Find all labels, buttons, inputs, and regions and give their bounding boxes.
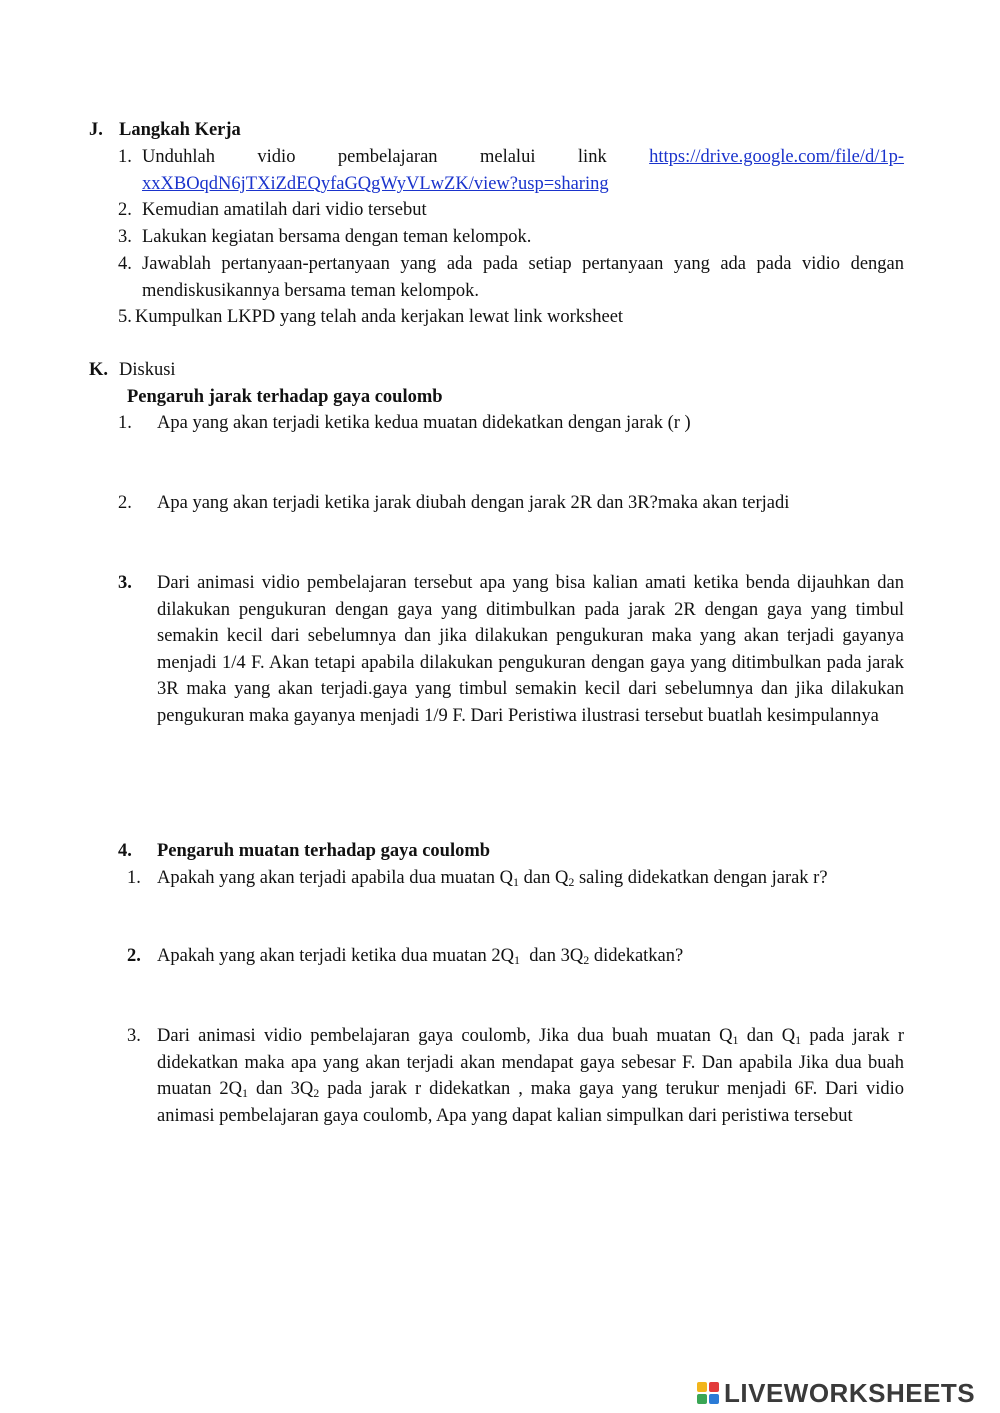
step-2-number: 2.	[118, 200, 132, 220]
subscript: 2	[583, 953, 590, 967]
charge-question-3-text	[157, 1023, 904, 1129]
question-2-number: 2.	[118, 493, 132, 513]
charge-question-3-number: 3.	[127, 1026, 141, 1046]
step-1-text: Unduhlah vidio pembelajaran melalui link	[142, 147, 607, 167]
question-1-number: 1.	[118, 413, 132, 433]
charge-question-1-part: dan Q	[518, 868, 569, 888]
question-3-number: 3.	[118, 573, 132, 593]
logo-square	[709, 1382, 719, 1392]
logo-icon	[697, 1382, 719, 1404]
charge-question-2-part: dan 3Q	[520, 946, 584, 966]
section-j-title: Langkah Kerja	[119, 120, 241, 140]
step-1-line1	[142, 144, 904, 171]
video-link[interactable]: https://drive.google.com/file/d/1p-	[649, 147, 905, 167]
subscript: 2	[568, 875, 575, 889]
charge-question-3-part: dan Q	[738, 1026, 796, 1046]
subscript: 1	[732, 1033, 739, 1047]
subtitle-charge-effect: Pengaruh muatan terhadap gaya coulomb	[157, 841, 491, 861]
charge-question-2-part: didekatkan?	[589, 946, 684, 966]
subscript: 2	[313, 1086, 320, 1100]
charge-question-2-number: 2.	[127, 946, 141, 966]
step-1-line2	[142, 171, 609, 198]
liveworksheets-logo	[697, 1378, 975, 1408]
question-1-text: Apa yang akan terjadi ketika kedua muatan didekatkan dengan jarak (r )	[157, 413, 691, 433]
subscript: 1	[795, 1033, 802, 1047]
subscript: 1	[514, 953, 521, 967]
step-5-number: 5.	[118, 307, 132, 327]
charge-question-1-text	[157, 865, 828, 892]
logo-square	[709, 1394, 719, 1404]
subscript: 1	[512, 875, 519, 889]
section-k-letter: K.	[89, 360, 109, 380]
charge-question-3-part: Dari animasi vidio pembelajaran gaya coulomb, Jika dua buah muatan Q	[157, 1026, 733, 1046]
section-j-letter: J.	[89, 120, 103, 140]
question-3-text: Dari animasi vidio pembelajaran tersebut apa yang bisa kalian amati ketika benda dijauhkan dan dilakukan pengukuran dengan gaya yang ditimbulkan pada jarak 2R dengan gaya yang timbul semakin kecil dari sebelumnya dan jika dilakukan pengukuran maka yang akan terjadi gayanya menjadi 1/4 F. Akan tetapi apabila dilakukan pengukuran dengan gaya yang ditimbulkan pada jarak 3R maka yang akan terjadi.gaya yang timbul semakin kecil dari sebelumnya dan jika dilakukan pengukuran maka gayanya menjadi 1/9 F. Dari Peristiwa ilustrasi tersebut buatlah kesimpulannya	[157, 573, 904, 726]
section-k-title: Diskusi	[119, 360, 176, 380]
question-2-text: Apa yang akan terjadi ketika jarak diubah dengan jarak 2R dan 3R?maka akan terjadi	[157, 493, 790, 513]
step-1-number: 1.	[118, 147, 132, 167]
charge-question-1-part: saling didekatkan dengan jarak r?	[574, 868, 828, 888]
charge-question-2-part: Apakah yang akan terjadi ketika dua muatan 2Q	[157, 946, 515, 966]
logo-text: LIVEWORKSHEETS	[724, 1378, 976, 1408]
charge-question-3-part: pada jarak r didekatkan maka apa yang akan terjadi akan mendapat gaya sebesar F. Dan apabila Jika dua buah muatan 2Q	[157, 1026, 905, 1099]
logo-square	[697, 1394, 707, 1404]
step-5-text: Kumpulkan LKPD yang telah anda kerjakan lewat link worksheet	[135, 307, 624, 327]
step-4-number: 4.	[118, 254, 132, 274]
subscript: 1	[242, 1086, 249, 1100]
logo-square	[697, 1382, 707, 1392]
charge-question-2-text	[157, 943, 683, 970]
charge-question-1-part: Apakah yang akan terjadi apabila dua muatan Q	[157, 868, 513, 888]
step-3-text: Lakukan kegiatan bersama dengan teman kelompok.	[142, 227, 532, 247]
subtitle-distance-effect: Pengaruh jarak terhadap gaya coulomb	[127, 387, 443, 407]
video-link-continued[interactable]: xxXBOqdN6jTXiZdEQyfaGQgWyVLwZK/view?usp=sharing	[142, 174, 609, 194]
charge-question-1-number: 1.	[127, 868, 141, 888]
section-4-number: 4.	[118, 841, 132, 861]
step-3-number: 3.	[118, 227, 132, 247]
charge-question-3-part: dan 3Q	[248, 1079, 314, 1099]
step-2-text: Kemudian amatilah dari vidio tersebut	[142, 200, 427, 220]
step-4-text: Jawablah pertanyaan-pertanyaan yang ada pada setiap pertanyaan yang ada pada vidio dengan mendiskusikannya bersama teman kelompok.	[142, 254, 904, 301]
charge-question-3-part: pada jarak r didekatkan , maka gaya yang terukur menjadi 6F. Dari vidio animasi pembelajaran gaya coulomb, Apa yang dapat kalian simpulkan dari peristiwa tersebut	[157, 1079, 905, 1126]
